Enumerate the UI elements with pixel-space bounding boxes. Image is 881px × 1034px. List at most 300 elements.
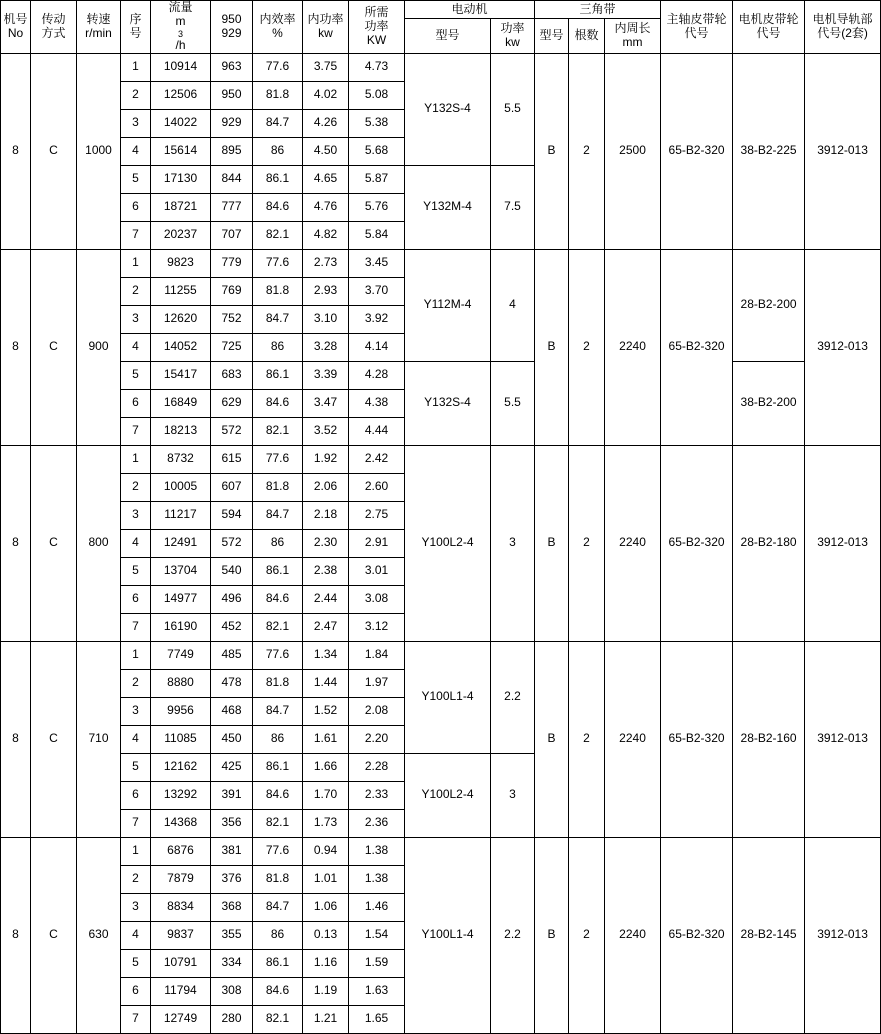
cell-inner-power: 1.16 bbox=[303, 949, 349, 977]
cell-motor-power: 4 bbox=[491, 249, 535, 361]
cell-belt-length: 2240 bbox=[605, 837, 661, 1033]
cell-required-power: 3.92 bbox=[349, 305, 405, 333]
cell-motor-pulley: 28-B2-180 bbox=[733, 445, 805, 641]
cell-efficiency: 81.8 bbox=[253, 865, 303, 893]
cell-motor-pulley: 38-B2-200 bbox=[733, 361, 805, 445]
cell-belt-count: 2 bbox=[569, 53, 605, 249]
header-sequence: 序 号 bbox=[121, 1, 151, 54]
cell-sequence: 5 bbox=[121, 557, 151, 585]
cell-speed: 710 bbox=[77, 641, 121, 837]
cell-speed-variant: 308 bbox=[211, 977, 253, 1005]
cell-inner-power: 3.10 bbox=[303, 305, 349, 333]
cell-flow: 12749 bbox=[151, 1005, 211, 1033]
cell-drive-mode: C bbox=[31, 445, 77, 641]
cell-sequence: 6 bbox=[121, 585, 151, 613]
cell-speed-variant: 496 bbox=[211, 585, 253, 613]
cell-flow: 20237 bbox=[151, 221, 211, 249]
cell-required-power: 2.36 bbox=[349, 809, 405, 837]
cell-inner-power: 2.44 bbox=[303, 585, 349, 613]
cell-sequence: 6 bbox=[121, 977, 151, 1005]
cell-required-power: 4.28 bbox=[349, 361, 405, 389]
cell-sequence: 6 bbox=[121, 389, 151, 417]
cell-flow: 13704 bbox=[151, 557, 211, 585]
cell-efficiency: 82.1 bbox=[253, 613, 303, 641]
header-inner-power: 内功率 kw bbox=[303, 1, 349, 54]
cell-required-power: 5.38 bbox=[349, 109, 405, 137]
cell-shaft-pulley: 65-B2-320 bbox=[661, 837, 733, 1033]
cell-sequence: 7 bbox=[121, 221, 151, 249]
cell-flow: 12162 bbox=[151, 753, 211, 781]
cell-sequence: 4 bbox=[121, 137, 151, 165]
cell-inner-power: 1.70 bbox=[303, 781, 349, 809]
table-body bbox=[1, 53, 881, 1033]
cell-shaft-pulley: 65-B2-320 bbox=[661, 53, 733, 249]
cell-motor-rail: 3912-013 bbox=[805, 641, 881, 837]
cell-speed-variant: 425 bbox=[211, 753, 253, 781]
cell-drive-mode: C bbox=[31, 249, 77, 445]
cell-required-power: 4.14 bbox=[349, 333, 405, 361]
header-belt-count: 根数 bbox=[569, 18, 605, 53]
header-belt-model: 型号 bbox=[535, 18, 569, 53]
cell-motor-pulley: 28-B2-145 bbox=[733, 837, 805, 1033]
cell-sequence: 4 bbox=[121, 333, 151, 361]
cell-speed-variant: 391 bbox=[211, 781, 253, 809]
cell-flow: 9823 bbox=[151, 249, 211, 277]
cell-inner-power: 2.38 bbox=[303, 557, 349, 585]
cell-speed-variant: 594 bbox=[211, 501, 253, 529]
cell-speed-variant: 572 bbox=[211, 529, 253, 557]
cell-speed-variant: 450 bbox=[211, 725, 253, 753]
cell-inner-power: 1.73 bbox=[303, 809, 349, 837]
cell-required-power: 2.33 bbox=[349, 781, 405, 809]
cell-efficiency: 86 bbox=[253, 921, 303, 949]
cell-belt-model: B bbox=[535, 641, 569, 837]
cell-required-power: 1.65 bbox=[349, 1005, 405, 1033]
cell-required-power: 1.59 bbox=[349, 949, 405, 977]
header-belt-length: 内周长 mm bbox=[605, 18, 661, 53]
cell-speed-variant: 381 bbox=[211, 837, 253, 865]
cell-required-power: 4.73 bbox=[349, 53, 405, 81]
cell-inner-power: 1.92 bbox=[303, 445, 349, 473]
cell-motor-rail: 3912-013 bbox=[805, 837, 881, 1033]
cell-sequence: 6 bbox=[121, 781, 151, 809]
cell-motor-power: 3 bbox=[491, 445, 535, 641]
cell-inner-power: 4.82 bbox=[303, 221, 349, 249]
cell-speed-variant: 615 bbox=[211, 445, 253, 473]
cell-inner-power: 1.06 bbox=[303, 893, 349, 921]
cell-required-power: 2.42 bbox=[349, 445, 405, 473]
cell-flow: 12620 bbox=[151, 305, 211, 333]
cell-inner-power: 2.30 bbox=[303, 529, 349, 557]
cell-belt-count: 2 bbox=[569, 445, 605, 641]
cell-sequence: 5 bbox=[121, 165, 151, 193]
cell-speed-variant: 779 bbox=[211, 249, 253, 277]
cell-speed-variant: 468 bbox=[211, 697, 253, 725]
cell-motor-model: Y100L2-4 bbox=[405, 753, 491, 837]
cell-belt-length: 2500 bbox=[605, 53, 661, 249]
header-group-motor: 电动机 bbox=[405, 1, 535, 19]
cell-flow: 10791 bbox=[151, 949, 211, 977]
cell-sequence: 5 bbox=[121, 361, 151, 389]
cell-machine-no: 8 bbox=[1, 837, 31, 1033]
cell-required-power: 1.38 bbox=[349, 865, 405, 893]
cell-inner-power: 1.44 bbox=[303, 669, 349, 697]
cell-sequence: 6 bbox=[121, 193, 151, 221]
cell-required-power: 5.76 bbox=[349, 193, 405, 221]
cell-efficiency: 81.8 bbox=[253, 81, 303, 109]
cell-required-power: 2.28 bbox=[349, 753, 405, 781]
header-row-1 bbox=[1, 1, 881, 19]
cell-drive-mode: C bbox=[31, 837, 77, 1033]
cell-inner-power: 1.66 bbox=[303, 753, 349, 781]
cell-required-power: 3.01 bbox=[349, 557, 405, 585]
cell-inner-power: 2.93 bbox=[303, 277, 349, 305]
cell-flow: 10005 bbox=[151, 473, 211, 501]
cell-efficiency: 86 bbox=[253, 137, 303, 165]
cell-sequence: 1 bbox=[121, 249, 151, 277]
header-flow: 流量 m 3 /h bbox=[151, 1, 211, 54]
cell-sequence: 3 bbox=[121, 893, 151, 921]
cell-sequence: 1 bbox=[121, 837, 151, 865]
cell-belt-count: 2 bbox=[569, 249, 605, 445]
cell-efficiency: 84.6 bbox=[253, 781, 303, 809]
cell-speed-variant: 376 bbox=[211, 865, 253, 893]
cell-required-power: 2.08 bbox=[349, 697, 405, 725]
cell-speed: 1000 bbox=[77, 53, 121, 249]
cell-required-power: 2.60 bbox=[349, 473, 405, 501]
cell-speed-variant: 683 bbox=[211, 361, 253, 389]
cell-sequence: 2 bbox=[121, 865, 151, 893]
cell-efficiency: 77.6 bbox=[253, 641, 303, 669]
cell-speed-variant: 777 bbox=[211, 193, 253, 221]
cell-flow: 8880 bbox=[151, 669, 211, 697]
cell-inner-power: 1.61 bbox=[303, 725, 349, 753]
cell-flow: 8834 bbox=[151, 893, 211, 921]
cell-required-power: 1.84 bbox=[349, 641, 405, 669]
header-efficiency: 内效率 % bbox=[253, 1, 303, 54]
cell-motor-model: Y100L1-4 bbox=[405, 641, 491, 753]
cell-flow: 9837 bbox=[151, 921, 211, 949]
cell-efficiency: 77.6 bbox=[253, 837, 303, 865]
cell-sequence: 3 bbox=[121, 305, 151, 333]
header-speed-variants: 950 929 bbox=[211, 1, 253, 54]
cell-speed-variant: 540 bbox=[211, 557, 253, 585]
cell-belt-length: 2240 bbox=[605, 249, 661, 445]
cell-inner-power: 1.01 bbox=[303, 865, 349, 893]
cell-motor-rail: 3912-013 bbox=[805, 445, 881, 641]
cell-motor-rail: 3912-013 bbox=[805, 249, 881, 445]
cell-motor-model: Y132M-4 bbox=[405, 165, 491, 249]
cell-inner-power: 3.39 bbox=[303, 361, 349, 389]
cell-inner-power: 2.18 bbox=[303, 501, 349, 529]
cell-speed-variant: 707 bbox=[211, 221, 253, 249]
cell-inner-power: 3.75 bbox=[303, 53, 349, 81]
cell-shaft-pulley: 65-B2-320 bbox=[661, 249, 733, 445]
header-shaft-pulley: 主轴皮带轮 代号 bbox=[661, 1, 733, 54]
cell-efficiency: 86.1 bbox=[253, 557, 303, 585]
cell-inner-power: 1.34 bbox=[303, 641, 349, 669]
header-motor-rail: 电机导轨部 代号(2套) bbox=[805, 1, 881, 54]
cell-flow: 11255 bbox=[151, 277, 211, 305]
cell-speed-variant: 452 bbox=[211, 613, 253, 641]
header-speed: 转速 r/min bbox=[77, 1, 121, 54]
cell-sequence: 2 bbox=[121, 277, 151, 305]
cell-efficiency: 81.8 bbox=[253, 473, 303, 501]
header-flow-unit: m 3 /h bbox=[175, 13, 186, 52]
cell-inner-power: 2.06 bbox=[303, 473, 349, 501]
cell-speed-variant: 478 bbox=[211, 669, 253, 697]
cell-flow: 10914 bbox=[151, 53, 211, 81]
cell-inner-power: 4.65 bbox=[303, 165, 349, 193]
cell-speed-variant: 355 bbox=[211, 921, 253, 949]
cell-motor-pulley: 38-B2-225 bbox=[733, 53, 805, 249]
cell-motor-power: 7.5 bbox=[491, 165, 535, 249]
cell-flow: 16849 bbox=[151, 389, 211, 417]
cell-belt-length: 2240 bbox=[605, 641, 661, 837]
cell-required-power: 5.68 bbox=[349, 137, 405, 165]
cell-inner-power: 4.76 bbox=[303, 193, 349, 221]
cell-efficiency: 84.7 bbox=[253, 893, 303, 921]
cell-flow: 8732 bbox=[151, 445, 211, 473]
cell-efficiency: 84.7 bbox=[253, 305, 303, 333]
cell-inner-power: 2.47 bbox=[303, 613, 349, 641]
cell-efficiency: 84.6 bbox=[253, 977, 303, 1005]
cell-motor-model: Y112M-4 bbox=[405, 249, 491, 361]
cell-flow: 11085 bbox=[151, 725, 211, 753]
table-row bbox=[1, 53, 881, 81]
cell-inner-power: 3.28 bbox=[303, 333, 349, 361]
cell-sequence: 3 bbox=[121, 501, 151, 529]
cell-required-power: 3.45 bbox=[349, 249, 405, 277]
cell-required-power: 1.46 bbox=[349, 893, 405, 921]
cell-flow: 14022 bbox=[151, 109, 211, 137]
cell-required-power: 2.91 bbox=[349, 529, 405, 557]
cell-flow: 14368 bbox=[151, 809, 211, 837]
cell-flow: 6876 bbox=[151, 837, 211, 865]
header-group-belt: 三角带 bbox=[535, 1, 661, 19]
cell-motor-pulley: 28-B2-200 bbox=[733, 249, 805, 361]
cell-efficiency: 81.8 bbox=[253, 277, 303, 305]
cell-flow: 18721 bbox=[151, 193, 211, 221]
cell-speed-variant: 334 bbox=[211, 949, 253, 977]
cell-flow: 18213 bbox=[151, 417, 211, 445]
header-machine-no: 机号 No bbox=[1, 1, 31, 54]
cell-belt-model: B bbox=[535, 445, 569, 641]
cell-required-power: 4.38 bbox=[349, 389, 405, 417]
cell-speed-variant: 895 bbox=[211, 137, 253, 165]
cell-inner-power: 0.13 bbox=[303, 921, 349, 949]
cell-sequence: 7 bbox=[121, 613, 151, 641]
cell-speed-variant: 572 bbox=[211, 417, 253, 445]
cell-speed-variant: 844 bbox=[211, 165, 253, 193]
cell-sequence: 1 bbox=[121, 445, 151, 473]
cell-shaft-pulley: 65-B2-320 bbox=[661, 445, 733, 641]
cell-efficiency: 86.1 bbox=[253, 949, 303, 977]
cell-required-power: 2.75 bbox=[349, 501, 405, 529]
cell-flow: 14052 bbox=[151, 333, 211, 361]
cell-required-power: 1.38 bbox=[349, 837, 405, 865]
cell-belt-model: B bbox=[535, 53, 569, 249]
cell-sequence: 2 bbox=[121, 81, 151, 109]
cell-speed-variant: 950 bbox=[211, 81, 253, 109]
cell-inner-power: 0.94 bbox=[303, 837, 349, 865]
cell-efficiency: 84.6 bbox=[253, 389, 303, 417]
cell-flow: 12491 bbox=[151, 529, 211, 557]
cell-speed-variant: 752 bbox=[211, 305, 253, 333]
cell-flow: 16190 bbox=[151, 613, 211, 641]
cell-speed-variant: 929 bbox=[211, 109, 253, 137]
cell-speed: 800 bbox=[77, 445, 121, 641]
cell-sequence: 1 bbox=[121, 53, 151, 81]
cell-efficiency: 86.1 bbox=[253, 753, 303, 781]
cell-required-power: 2.20 bbox=[349, 725, 405, 753]
cell-motor-model: Y100L2-4 bbox=[405, 445, 491, 641]
cell-sequence: 3 bbox=[121, 109, 151, 137]
cell-machine-no: 8 bbox=[1, 249, 31, 445]
cell-required-power: 5.87 bbox=[349, 165, 405, 193]
table-row bbox=[1, 837, 881, 865]
cell-inner-power: 1.21 bbox=[303, 1005, 349, 1033]
cell-belt-model: B bbox=[535, 249, 569, 445]
cell-flow: 17130 bbox=[151, 165, 211, 193]
cell-motor-model: Y100L1-4 bbox=[405, 837, 491, 1033]
cell-sequence: 2 bbox=[121, 473, 151, 501]
cell-machine-no: 8 bbox=[1, 445, 31, 641]
cell-speed-variant: 769 bbox=[211, 277, 253, 305]
cell-speed-variant: 356 bbox=[211, 809, 253, 837]
cell-required-power: 1.97 bbox=[349, 669, 405, 697]
cell-motor-power: 2.2 bbox=[491, 641, 535, 753]
cell-efficiency: 84.6 bbox=[253, 193, 303, 221]
cell-drive-mode: C bbox=[31, 641, 77, 837]
cell-inner-power: 3.47 bbox=[303, 389, 349, 417]
cell-sequence: 3 bbox=[121, 697, 151, 725]
cell-sequence: 7 bbox=[121, 417, 151, 445]
cell-required-power: 4.44 bbox=[349, 417, 405, 445]
cell-sequence: 4 bbox=[121, 921, 151, 949]
table-row bbox=[1, 641, 881, 669]
cell-sequence: 1 bbox=[121, 641, 151, 669]
cell-motor-power: 5.5 bbox=[491, 361, 535, 445]
cell-sequence: 4 bbox=[121, 529, 151, 557]
cell-efficiency: 82.1 bbox=[253, 1005, 303, 1033]
cell-efficiency: 84.7 bbox=[253, 501, 303, 529]
cell-required-power: 3.12 bbox=[349, 613, 405, 641]
cell-flow: 15614 bbox=[151, 137, 211, 165]
cell-belt-length: 2240 bbox=[605, 445, 661, 641]
cell-speed-variant: 368 bbox=[211, 893, 253, 921]
cell-motor-rail: 3912-013 bbox=[805, 53, 881, 249]
cell-speed: 900 bbox=[77, 249, 121, 445]
cell-inner-power: 4.50 bbox=[303, 137, 349, 165]
cell-flow: 13292 bbox=[151, 781, 211, 809]
cell-required-power: 5.08 bbox=[349, 81, 405, 109]
cell-sequence: 7 bbox=[121, 809, 151, 837]
cell-speed-variant: 725 bbox=[211, 333, 253, 361]
table-row bbox=[1, 445, 881, 473]
cell-speed-variant: 629 bbox=[211, 389, 253, 417]
cell-required-power: 3.70 bbox=[349, 277, 405, 305]
cell-inner-power: 2.73 bbox=[303, 249, 349, 277]
cell-inner-power: 1.19 bbox=[303, 977, 349, 1005]
cell-sequence: 4 bbox=[121, 725, 151, 753]
cell-required-power: 3.08 bbox=[349, 585, 405, 613]
cell-flow: 12506 bbox=[151, 81, 211, 109]
cell-motor-pulley: 28-B2-160 bbox=[733, 641, 805, 837]
cell-flow: 11217 bbox=[151, 501, 211, 529]
header-motor-pulley: 电机皮带轮 代号 bbox=[733, 1, 805, 54]
cell-efficiency: 77.6 bbox=[253, 445, 303, 473]
cell-motor-power: 3 bbox=[491, 753, 535, 837]
cell-efficiency: 86.1 bbox=[253, 361, 303, 389]
cell-motor-model: Y132S-4 bbox=[405, 53, 491, 165]
cell-speed-variant: 607 bbox=[211, 473, 253, 501]
cell-flow: 7749 bbox=[151, 641, 211, 669]
cell-flow: 11794 bbox=[151, 977, 211, 1005]
cell-inner-power: 4.26 bbox=[303, 109, 349, 137]
cell-efficiency: 77.6 bbox=[253, 53, 303, 81]
cell-motor-power: 2.2 bbox=[491, 837, 535, 1033]
cell-machine-no: 8 bbox=[1, 641, 31, 837]
cell-efficiency: 82.1 bbox=[253, 809, 303, 837]
table-header bbox=[1, 1, 881, 54]
cell-belt-count: 2 bbox=[569, 641, 605, 837]
cell-efficiency: 86 bbox=[253, 725, 303, 753]
cell-inner-power: 1.52 bbox=[303, 697, 349, 725]
cell-required-power: 1.63 bbox=[349, 977, 405, 1005]
cell-efficiency: 81.8 bbox=[253, 669, 303, 697]
cell-flow: 9956 bbox=[151, 697, 211, 725]
cell-flow: 7879 bbox=[151, 865, 211, 893]
cell-efficiency: 82.1 bbox=[253, 221, 303, 249]
cell-speed-variant: 963 bbox=[211, 53, 253, 81]
cell-sequence: 5 bbox=[121, 949, 151, 977]
cell-efficiency: 86 bbox=[253, 333, 303, 361]
header-motor-power: 功率 kw bbox=[491, 18, 535, 53]
cell-inner-power: 3.52 bbox=[303, 417, 349, 445]
cell-machine-no: 8 bbox=[1, 53, 31, 249]
cell-efficiency: 84.7 bbox=[253, 697, 303, 725]
header-required-power: 所需 功率 KW bbox=[349, 1, 405, 54]
cell-efficiency: 77.6 bbox=[253, 249, 303, 277]
cell-belt-count: 2 bbox=[569, 837, 605, 1033]
cell-efficiency: 84.7 bbox=[253, 109, 303, 137]
cell-speed: 630 bbox=[77, 837, 121, 1033]
cell-sequence: 5 bbox=[121, 753, 151, 781]
cell-speed-variant: 485 bbox=[211, 641, 253, 669]
header-motor-model: 型号 bbox=[405, 18, 491, 53]
cell-sequence: 2 bbox=[121, 669, 151, 697]
cell-efficiency: 86 bbox=[253, 529, 303, 557]
cell-required-power: 5.84 bbox=[349, 221, 405, 249]
table-row bbox=[1, 361, 881, 389]
cell-belt-model: B bbox=[535, 837, 569, 1033]
cell-motor-power: 5.5 bbox=[491, 53, 535, 165]
header-drive-mode: 传动 方式 bbox=[31, 1, 77, 54]
cell-sequence: 7 bbox=[121, 1005, 151, 1033]
cell-efficiency: 86.1 bbox=[253, 165, 303, 193]
cell-flow: 15417 bbox=[151, 361, 211, 389]
cell-speed-variant: 280 bbox=[211, 1005, 253, 1033]
table-row bbox=[1, 249, 881, 277]
cell-required-power: 1.54 bbox=[349, 921, 405, 949]
cell-inner-power: 4.02 bbox=[303, 81, 349, 109]
cell-motor-model: Y132S-4 bbox=[405, 361, 491, 445]
cell-flow: 14977 bbox=[151, 585, 211, 613]
cell-shaft-pulley: 65-B2-320 bbox=[661, 641, 733, 837]
cell-drive-mode: C bbox=[31, 53, 77, 249]
cell-efficiency: 82.1 bbox=[253, 417, 303, 445]
